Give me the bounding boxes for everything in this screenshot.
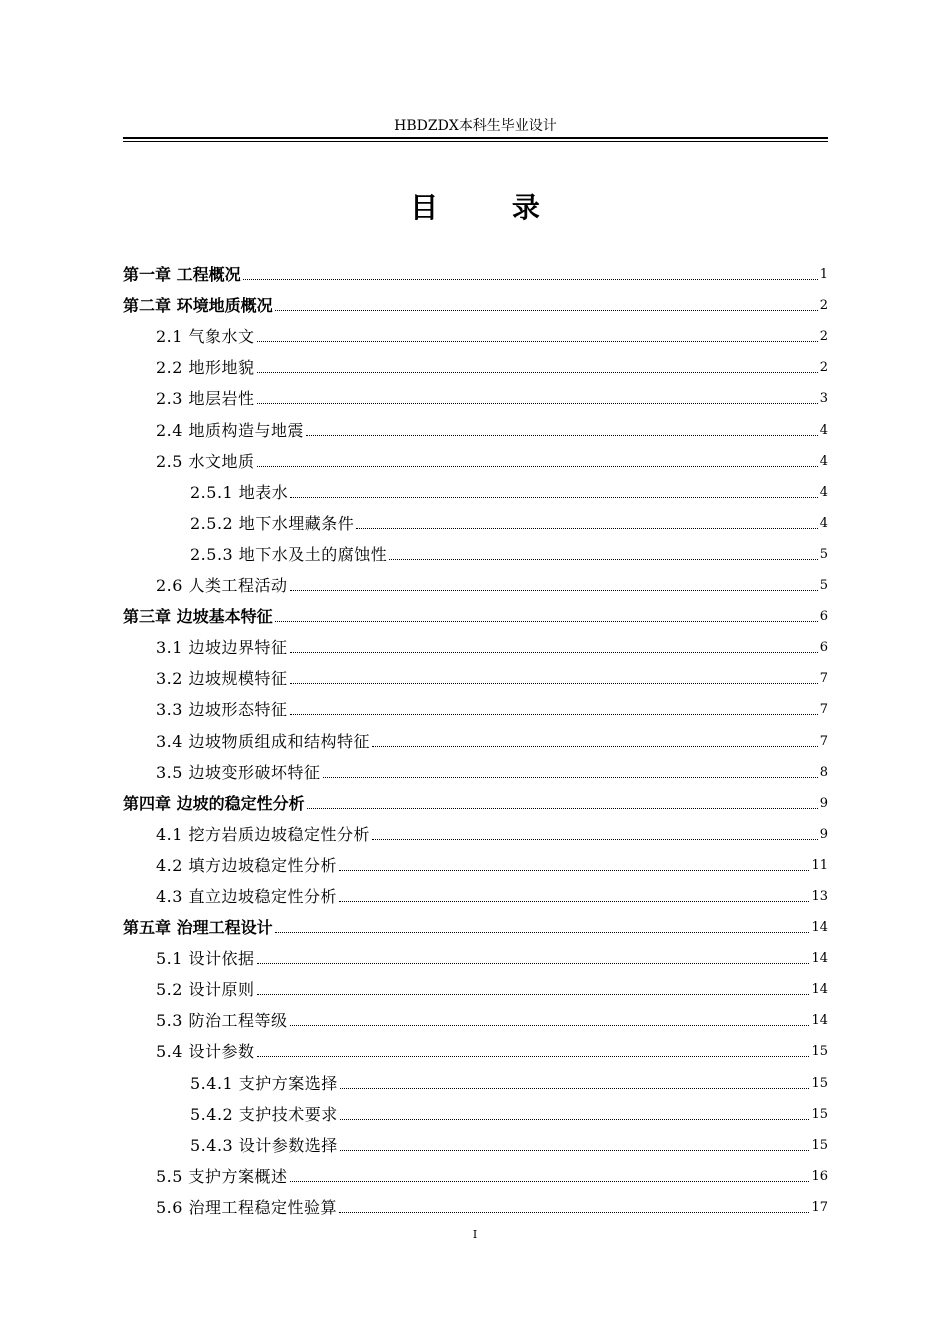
toc-entry[interactable] xyxy=(123,659,828,690)
toc-entry-label: 3.5 边坡变形破坏特征 xyxy=(156,762,321,782)
toc-dot-leader xyxy=(339,900,809,902)
toc-entry-page: 4 xyxy=(819,515,828,531)
toc-entry-label: 5.4.3 设计参数选择 xyxy=(190,1135,338,1155)
table-of-contents xyxy=(123,255,828,1219)
toc-entry[interactable] xyxy=(123,1157,828,1188)
toc-dot-leader xyxy=(290,1180,810,1182)
toc-dot-leader xyxy=(323,776,818,778)
toc-entry-label: 5.4 设计参数 xyxy=(156,1042,255,1062)
header-rule-thin xyxy=(123,141,828,142)
toc-entry-label: 2.1 气象水文 xyxy=(156,327,255,347)
toc-dot-leader xyxy=(290,1024,810,1026)
toc-entry-label: 第五章 治理工程设计 xyxy=(123,918,273,938)
toc-entry-label: 第二章 环境地质概况 xyxy=(123,296,273,316)
toc-entry[interactable] xyxy=(123,1095,828,1126)
toc-entry-page: 1 xyxy=(819,267,828,283)
toc-entry-label: 3.3 边坡形态特征 xyxy=(156,700,288,720)
toc-entry-page: 2 xyxy=(819,360,828,376)
toc-entry-label: 5.1 设计依据 xyxy=(156,949,255,969)
toc-entry[interactable] xyxy=(123,1126,828,1157)
toc-entry[interactable] xyxy=(123,1032,828,1063)
toc-entry[interactable] xyxy=(123,255,828,286)
toc-entry[interactable] xyxy=(123,348,828,379)
toc-entry-page: 7 xyxy=(819,671,828,687)
toc-entry[interactable] xyxy=(123,939,828,970)
toc-entry-label: 2.5.3 地下水及土的腐蚀性 xyxy=(190,544,388,564)
toc-entry-label: 2.6 人类工程活动 xyxy=(156,576,288,596)
toc-dot-leader xyxy=(290,589,818,591)
toc-dot-leader xyxy=(306,434,818,436)
toc-dot-leader xyxy=(257,371,818,373)
toc-entry-page: 11 xyxy=(811,857,828,873)
toc-dot-leader xyxy=(340,1118,810,1120)
toc-dot-leader xyxy=(257,340,818,342)
toc-entry-page: 4 xyxy=(819,453,828,469)
toc-entry-page: 15 xyxy=(811,1044,828,1060)
toc-entry-page: 7 xyxy=(819,733,828,749)
toc-entry-label: 第一章 工程概况 xyxy=(123,265,241,285)
toc-dot-leader xyxy=(257,1055,810,1057)
toc-dot-leader xyxy=(275,309,818,311)
toc-entry-page: 17 xyxy=(811,1199,828,1215)
toc-dot-leader xyxy=(290,651,818,653)
toc-dot-leader xyxy=(372,745,818,747)
toc-entry-label: 5.5 支护方案概述 xyxy=(156,1166,288,1186)
toc-entry-label: 3.1 边坡边界特征 xyxy=(156,638,288,658)
toc-entry-page: 14 xyxy=(811,1013,828,1029)
toc-entry-page: 5 xyxy=(819,546,828,562)
toc-dot-leader xyxy=(372,838,818,840)
toc-entry-label: 2.4 地质构造与地震 xyxy=(156,420,305,440)
toc-entry[interactable] xyxy=(123,1001,828,1032)
toc-dot-leader xyxy=(243,278,818,280)
toc-dot-leader xyxy=(307,807,818,809)
toc-entry-page: 14 xyxy=(811,920,828,936)
toc-dot-leader xyxy=(257,993,810,995)
toc-entry[interactable] xyxy=(123,442,828,473)
toc-entry-page: 2 xyxy=(819,329,828,345)
toc-entry[interactable] xyxy=(123,628,828,659)
toc-entry[interactable] xyxy=(123,1188,828,1219)
toc-entry-label: 3.4 边坡物质组成和结构特征 xyxy=(156,731,371,751)
toc-entry-page: 9 xyxy=(819,826,828,842)
toc-entry[interactable] xyxy=(123,753,828,784)
toc-entry-page: 7 xyxy=(819,702,828,718)
toc-entry[interactable] xyxy=(123,815,828,846)
toc-entry[interactable] xyxy=(123,970,828,1001)
toc-entry-page: 6 xyxy=(819,640,828,656)
toc-entry[interactable] xyxy=(123,690,828,721)
toc-entry[interactable] xyxy=(123,721,828,752)
toc-dot-leader xyxy=(257,465,818,467)
toc-entry-page: 14 xyxy=(811,951,828,967)
page-number: I xyxy=(472,1228,478,1241)
toc-dot-leader xyxy=(339,1211,809,1213)
toc-entry-page: 15 xyxy=(811,1137,828,1153)
toc-entry-label: 5.3 防治工程等级 xyxy=(156,1011,288,1031)
toc-entry-page: 3 xyxy=(819,391,828,407)
toc-entry-label: 4.1 挖方岩质边坡稳定性分析 xyxy=(156,824,371,844)
toc-entry-label: 第三章 边坡基本特征 xyxy=(123,607,273,627)
toc-dot-leader xyxy=(389,558,817,560)
toc-entry[interactable] xyxy=(123,784,828,815)
toc-entry[interactable] xyxy=(123,504,828,535)
toc-entry-page: 15 xyxy=(811,1075,828,1091)
toc-entry[interactable] xyxy=(123,877,828,908)
toc-entry-label: 5.4.2 支护技术要求 xyxy=(190,1104,338,1124)
toc-entry-label: 5.4.1 支护方案选择 xyxy=(190,1073,338,1093)
toc-entry-page: 6 xyxy=(819,609,828,625)
toc-dot-leader xyxy=(275,931,810,933)
toc-entry-page: 15 xyxy=(811,1106,828,1122)
toc-entry[interactable] xyxy=(123,473,828,504)
toc-dot-leader xyxy=(257,962,810,964)
toc-entry-label: 4.2 填方边坡稳定性分析 xyxy=(156,855,338,875)
header-rule-thick xyxy=(123,137,828,139)
toc-entry-label: 2.5.1 地表水 xyxy=(190,482,289,502)
running-header: HBDZDX本科生毕业设计 xyxy=(394,118,557,134)
toc-entry[interactable] xyxy=(123,317,828,348)
toc-entry-page: 2 xyxy=(819,298,828,314)
toc-entry[interactable] xyxy=(123,410,828,441)
toc-entry-page: 16 xyxy=(811,1168,828,1184)
toc-entry-label: 5.2 设计原则 xyxy=(156,980,255,1000)
toc-entry[interactable] xyxy=(123,1063,828,1094)
toc-entry-label: 第四章 边坡的稳定性分析 xyxy=(123,793,305,813)
toc-entry-page: 8 xyxy=(819,764,828,780)
toc-entry-label: 4.3 直立边坡稳定性分析 xyxy=(156,886,338,906)
toc-dot-leader xyxy=(339,869,809,871)
toc-entry-page: 13 xyxy=(811,888,828,904)
toc-entry-page: 4 xyxy=(819,484,828,500)
toc-entry-page: 5 xyxy=(819,578,828,594)
toc-entry-page: 9 xyxy=(819,795,828,811)
toc-dot-leader xyxy=(290,682,818,684)
toc-entry-label: 2.3 地层岩性 xyxy=(156,389,255,409)
toc-dot-leader xyxy=(290,713,818,715)
toc-entry-label: 5.6 治理工程稳定性验算 xyxy=(156,1197,338,1217)
toc-entry[interactable] xyxy=(123,286,828,317)
toc-entry[interactable] xyxy=(123,846,828,877)
toc-entry-label: 2.5.2 地下水埋藏条件 xyxy=(190,513,355,533)
toc-title: 目 录 xyxy=(410,191,572,224)
toc-entry[interactable] xyxy=(123,597,828,628)
toc-dot-leader xyxy=(290,496,817,498)
toc-entry-label: 2.5 水文地质 xyxy=(156,451,255,471)
toc-entry-label: 2.2 地形地貌 xyxy=(156,358,255,378)
toc-entry[interactable] xyxy=(123,379,828,410)
toc-entry[interactable] xyxy=(123,908,828,939)
toc-entry-label: 3.2 边坡规模特征 xyxy=(156,669,288,689)
toc-entry[interactable] xyxy=(123,566,828,597)
toc-dot-leader xyxy=(340,1149,810,1151)
toc-entry-page: 14 xyxy=(811,982,828,998)
toc-dot-leader xyxy=(356,527,817,529)
toc-dot-leader xyxy=(340,1087,810,1089)
toc-entry[interactable] xyxy=(123,535,828,566)
toc-entry-page: 4 xyxy=(819,422,828,438)
toc-dot-leader xyxy=(275,620,818,622)
toc-dot-leader xyxy=(257,402,818,404)
